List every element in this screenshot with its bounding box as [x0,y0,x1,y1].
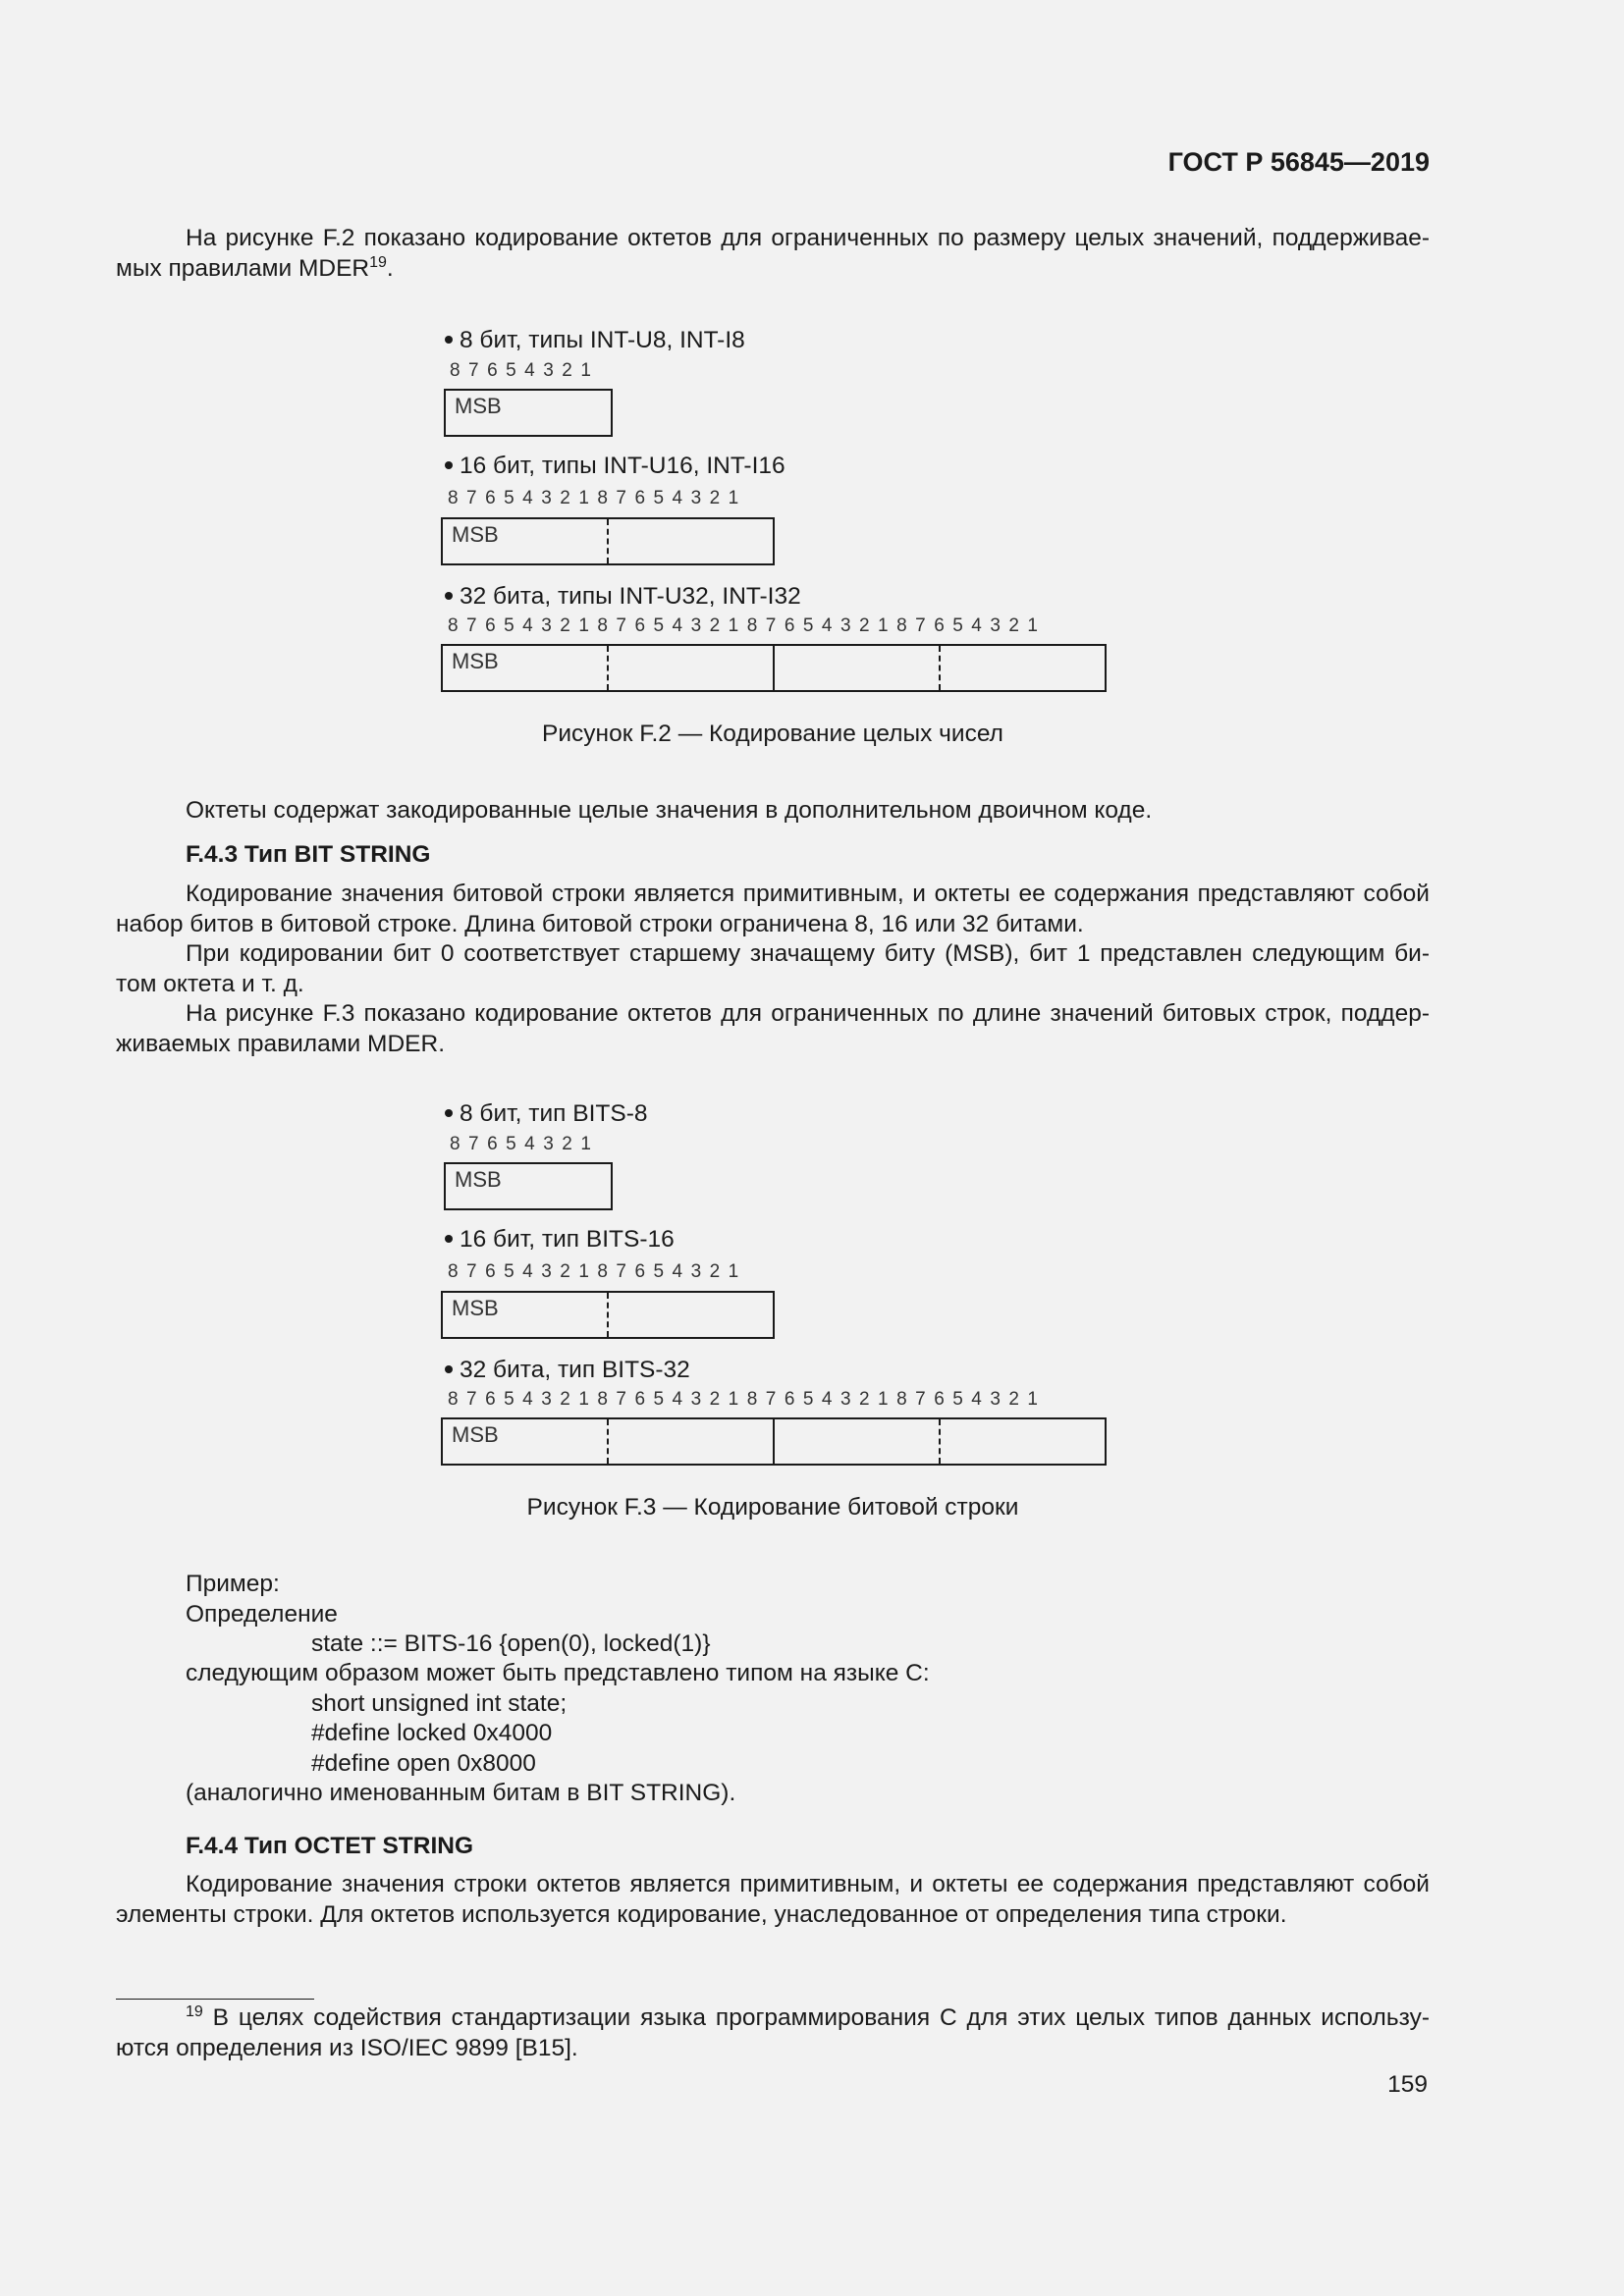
octet-divider [939,1419,941,1464]
bit-numbers-8: 8 7 6 5 4 3 2 1 [450,360,591,381]
bullet-icon [445,1109,453,1117]
example-text-line: следующим образом может быть представлено типом на языке C: [186,1660,930,1686]
octet-box-32bit [441,1417,1107,1466]
octet-divider [607,1419,609,1464]
fig3-item-8bit: 8 бит, тип BITS-8 [445,1100,648,1128]
bullet-icon [445,336,453,344]
example-code-line: short unsigned int state; [311,1690,568,1717]
footnote: $^{19}$ В целях содействия стандартизации языка программирования C для этих целых типов данных использу-ются определения из ISO/IEC 9899 [B15]. [116,2003,1430,2061]
octet-box-8bit [444,1162,613,1210]
octet-box-16bit [441,1291,775,1339]
footnote-ref[interactable]: 19 [369,253,387,271]
octet-divider [607,646,609,690]
page-number: 159 [1387,2071,1428,2098]
msb-label: MSB [452,1296,499,1320]
example-code-line: #define open 0x8000 [311,1750,536,1777]
paragraph-bitstring-primitive: Кодирование значения битовой строки является примитивным, и октеты ее содержания представляют собой набор битов в битовой строке. Длина битовой строки ограничена 8, 16 или 32 битами. [116,881,1430,937]
bullet-icon [445,1365,453,1373]
example-definition-label: Определение [186,1601,338,1628]
octet-divider [607,1293,609,1337]
figure-caption-f2: Рисунок F.2 — Кодирование целых чисел [542,721,1003,747]
paragraph-octetstring: Кодирование значения строки октетов является примитивным, и октеты ее содержания представляют собой элементы строки. Для октетов используется кодирование, унаследованное от определения типа строки. [116,1871,1430,1928]
section-heading-f43: F.4.3 Тип BIT STRING [186,841,431,868]
paragraph-bit-order: При кодировании бит 0 соответствует старшему значащему биту (MSB), бит 1 представлен следующим би-том октета и т. д. [116,940,1430,997]
octet-box-8bit [444,389,613,437]
figure-caption-f3: Рисунок F.3 — Кодирование битовой строки [526,1494,1019,1521]
bullet-icon [445,592,453,600]
example-code-line: state ::= BITS-16 {open(0), locked(1)} [311,1630,711,1657]
paragraph-octets-twos-complement: Октеты содержат закодированные целые значения в дополнительном двоичном коде. [186,797,1153,824]
fig3-item-16bit: 16 бит, тип BITS-16 [445,1226,675,1254]
footnote-number: 19 [186,2003,203,2020]
section-heading-f44: F.4.4 Тип OCTET STRING [186,1833,474,1859]
fig2-item-8bit: 8 бит, типы INT-U8, INT-I8 [445,327,745,354]
bullet-icon [445,1235,453,1243]
footnote-separator [116,1999,314,2000]
msb-label: MSB [452,649,499,673]
octet-box-16bit [441,517,775,565]
msb-label: MSB [455,394,502,418]
msb-label: MSB [452,1422,499,1447]
msb-label: MSB [455,1167,502,1192]
bit-numbers-16: 8 7 6 5 4 3 2 1 8 7 6 5 4 3 2 1 [448,1261,739,1282]
octet-divider [939,646,941,690]
word-divider [773,646,775,690]
octet-box-32bit [441,644,1107,692]
document-header: ГОСТ Р 56845—2019 [1167,147,1430,177]
bit-numbers-32: 8 7 6 5 4 3 2 1 8 7 6 5 4 3 2 1 8 7 6 5 4 3 2 1 8 7 6 5 4 3 2 1 [448,615,1038,636]
paragraph-intro-f2: На рисунке F.2 показано кодирование октетов для ограниченных по размеру целых значений, поддерживае-мых правилами MDER$^{19}$. [116,225,1430,282]
fig2-item-32bit: 32 бита, типы INT-U32, INT-I32 [445,583,801,611]
bullet-icon [445,461,453,469]
paragraph-intro-f3: На рисунке F.3 показано кодирование октетов для ограниченных по длине значений битовых строк, поддер-живаемых правилами MDER. [116,1000,1430,1057]
example-text-line: (аналогично именованным битам в BIT STRING). [186,1780,736,1806]
bit-numbers-32: 8 7 6 5 4 3 2 1 8 7 6 5 4 3 2 1 8 7 6 5 4 3 2 1 8 7 6 5 4 3 2 1 [448,1389,1038,1410]
word-divider [773,1419,775,1464]
example-label: Пример: [186,1571,280,1597]
example-code-line: #define locked 0x4000 [311,1720,553,1746]
bit-numbers-8: 8 7 6 5 4 3 2 1 [450,1134,591,1154]
fig2-item-16bit: 16 бит, типы INT-U16, INT-I16 [445,453,785,480]
msb-label: MSB [452,522,499,547]
fig3-item-32bit: 32 бита, тип BITS-32 [445,1357,690,1384]
bit-numbers-16: 8 7 6 5 4 3 2 1 8 7 6 5 4 3 2 1 [448,488,739,508]
octet-divider [607,519,609,563]
